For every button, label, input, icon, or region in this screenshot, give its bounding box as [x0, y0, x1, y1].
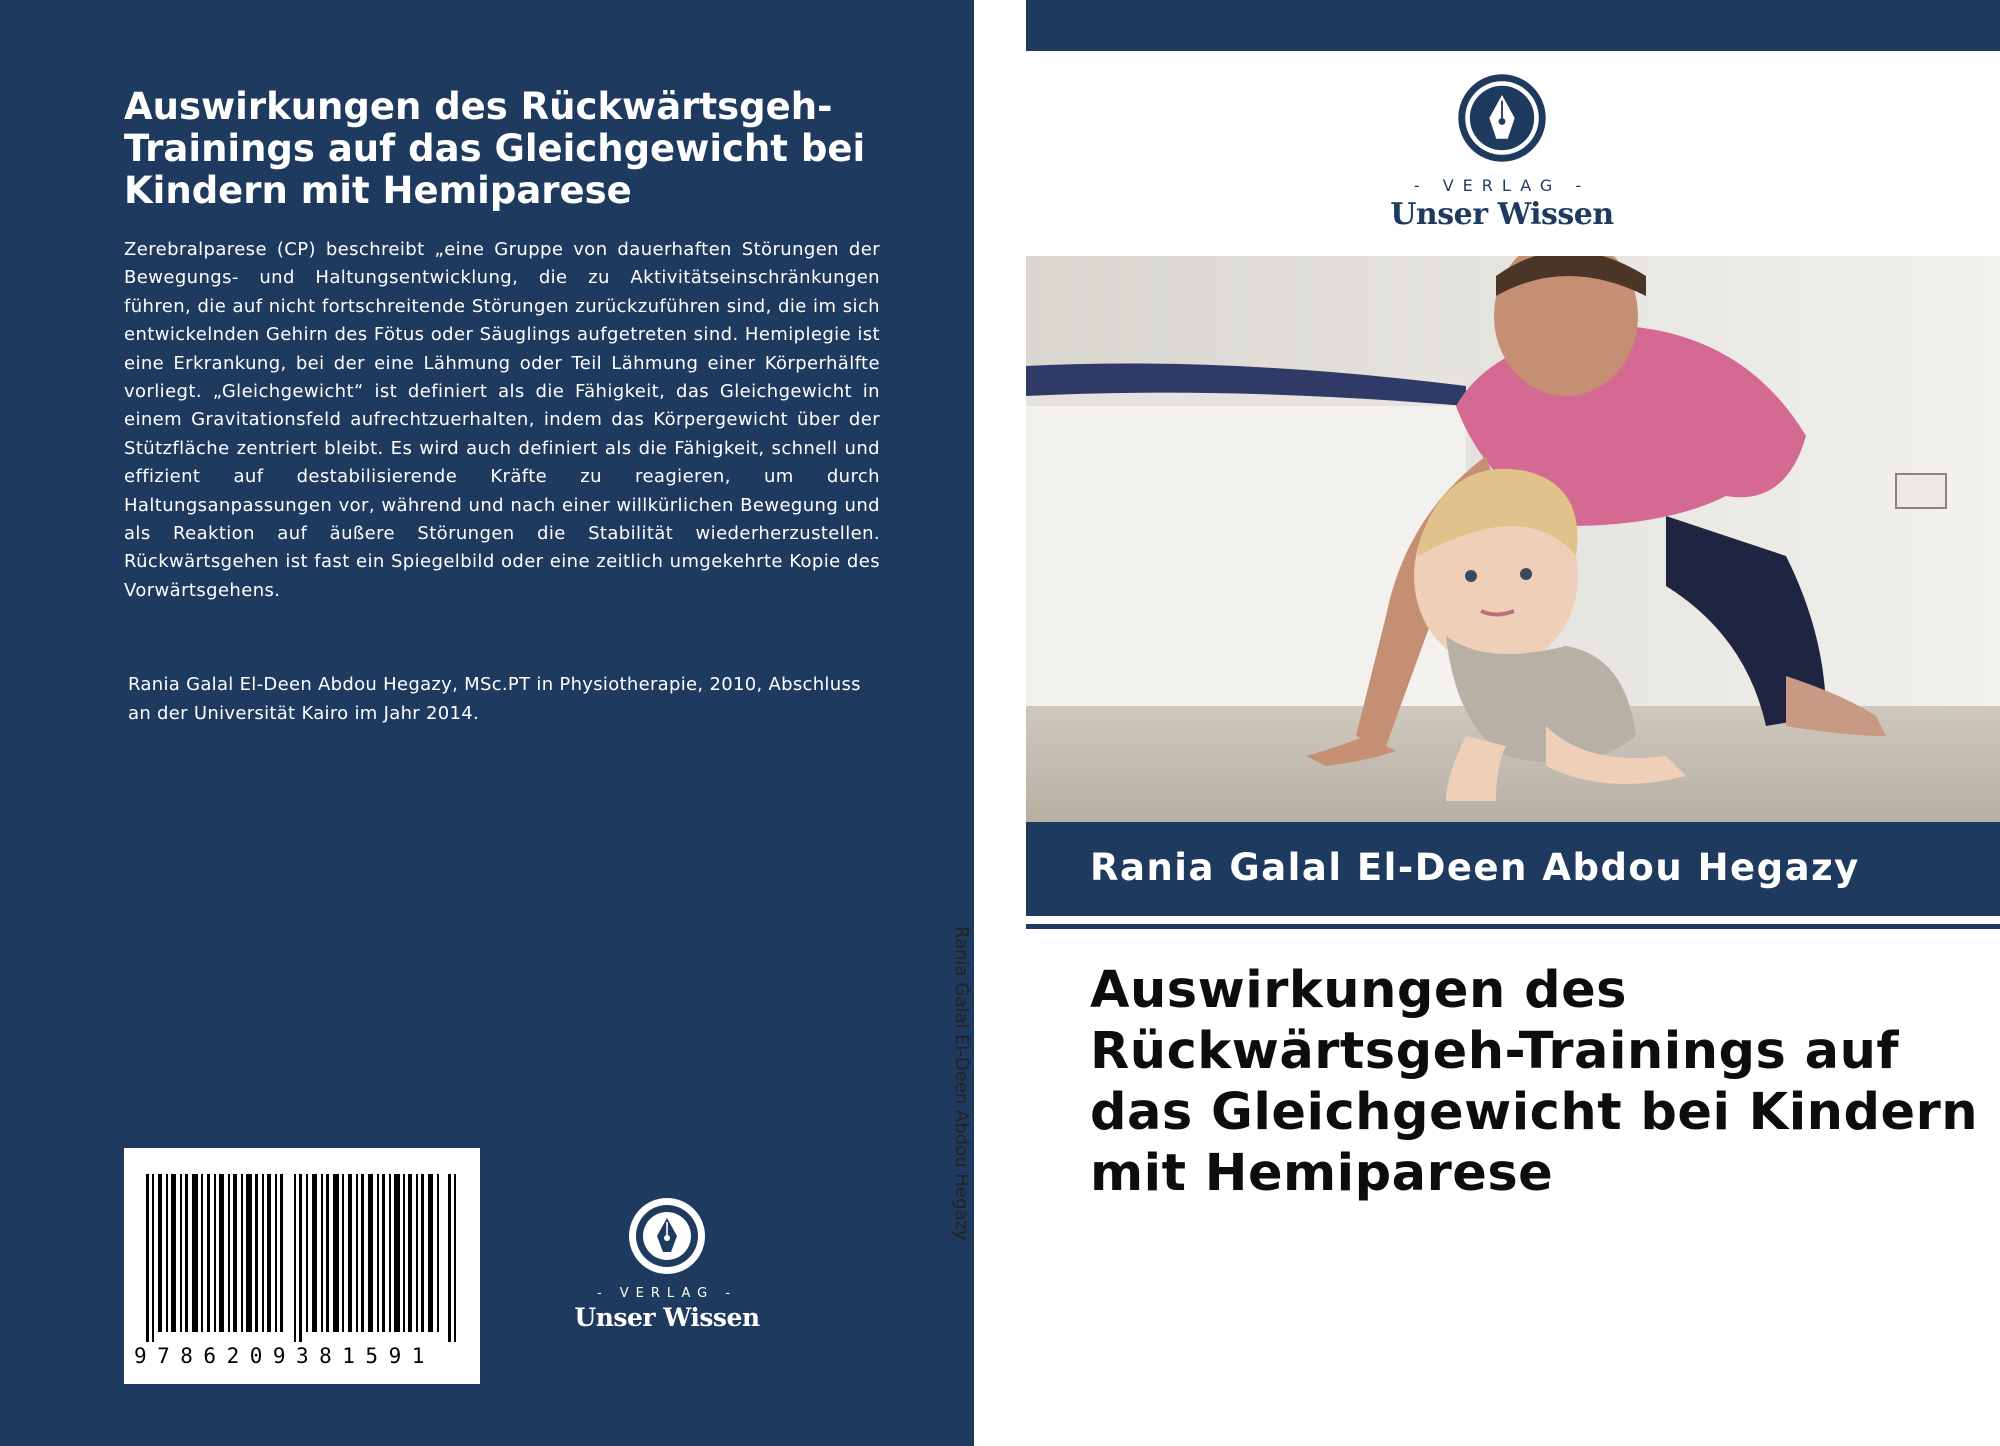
barcode-bars-icon — [146, 1174, 458, 1342]
cover-photo-illustration — [1026, 256, 2000, 822]
publisher-name-back: Unser Wissen — [574, 1303, 760, 1332]
publisher-label-back: - VERLAG - — [596, 1286, 738, 1301]
author-bio: Rania Galal El-Deen Abdou Hegazy, MSc.PT in Physiotherapie, 2010, Abschluss an der Universität Kairo im Jahr 2014. — [128, 674, 861, 724]
back-cover-blurb: Zerebralparese (CP) beschreibt „eine Gruppe von dauerhaften Störungen der Bewegungs- und Haltungsentwicklung, die zu Aktivitätseinschränkungen führen, die auf nicht fortschreitende Störungen zurückzuführen sind, die im sich entwickelnden Gehirn des Fötus oder Säuglings aufgetreten sind. Hemiplegie ist eine Erkrankung, bei der eine Lähmung oder Teil Lähmung einer Körperhälfte vorliegt. „Gleichgewicht“ ist definiert als die Fähigkeit, das Gleichgewicht in einem Gravitationsfeld aufrechtzuerhalten, indem das Körpergewicht über der Stützfläche zentriert bleibt. Es wird auch definiert als die Fähigkeit, schnell und effizient auf destabilisierende Kräfte zu reagieren, um durch Haltungsanpassungen vor, während und nach einer willkürlichen Bewegung und als Reaktion auf äußere Störungen die Stabilität wiederherzustellen. Rückwärtsgehen ist fast ein Spiegelbild oder eine zeitlich umgekehrte Kopie des Vorwärtsgehens. — [124, 239, 880, 601]
back-cover — [0, 0, 974, 1446]
front-cover — [1026, 0, 2000, 1446]
spine-author: Rania Galal El-Deen Abdou Hegazy — [951, 926, 972, 1241]
isbn-barcode — [124, 1148, 480, 1384]
publisher-logo-back — [572, 1196, 762, 1332]
spine — [974, 0, 1026, 1446]
isbn-digits: 9786209381591 — [134, 1344, 435, 1368]
author-banner — [1026, 822, 2000, 916]
top-band — [1026, 0, 2000, 51]
publisher-logo-front — [1382, 72, 1622, 232]
publisher-label-front: - VERLAG - — [1413, 176, 1591, 195]
fountain-pen-nib-icon — [1456, 72, 1548, 164]
front-author-name: Rania Galal El-Deen Abdou Hegazy — [1090, 846, 1860, 889]
divider-rule — [1026, 924, 2000, 929]
front-cover-title: Auswirkungen des Rückwärtsgeh-Trainings auf das Gleichgewicht bei Kindern mit Hemiparese — [1090, 961, 1979, 1203]
cover-photo — [1026, 256, 2000, 822]
publisher-name-front: Unser Wissen — [1390, 197, 1614, 232]
back-cover-title: Auswirkungen des Rückwärtsgeh-Trainings auf das Gleichgewicht bei Kindern mit Hemiparese — [124, 85, 866, 212]
fountain-pen-nib-icon — [627, 1196, 707, 1276]
